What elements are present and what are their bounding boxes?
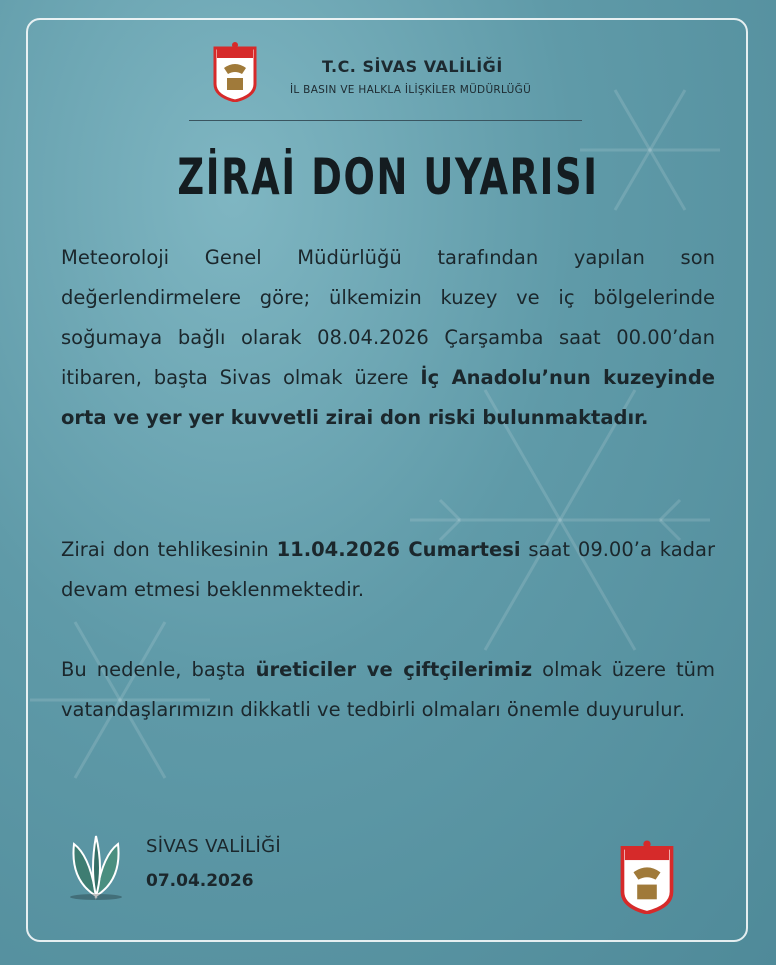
- frosted-leaf-icon: [60, 830, 132, 900]
- paragraph-duration: [61, 530, 715, 610]
- paragraph-emphasis: üreticiler ve çiftçilerimiz: [255, 658, 533, 681]
- paragraph-text: Zirai don tehlikesinin: [61, 538, 277, 561]
- paragraph-emphasis: 11.04.2026 Cumartesi: [276, 538, 521, 561]
- signature-date: 07.04.2026: [146, 871, 254, 891]
- org-title: T.C. SİVAS VALİLİĞİ: [322, 57, 503, 76]
- org-subtitle: İL BASIN VE HALKLA İLİŞKİLER MÜDÜRLÜĞÜ: [290, 84, 532, 96]
- paragraph-text: olmak üzere tüm vatandaşlarımızın dikkatli ve tedbirli olmaları önemle duyurulur.: [61, 658, 715, 721]
- header-divider: [189, 120, 582, 121]
- signature-block: [146, 836, 281, 891]
- paragraph-emphasis: İç Anadolu’nun kuzeyinde orta ve yer yer kuvvetli zirai don riski bulunmaktadır.: [61, 366, 715, 429]
- sivas-governorship-emblem-icon: [618, 838, 676, 914]
- page-title: ZİRAİ DON UYARISI: [177, 148, 599, 206]
- sivas-governorship-emblem-icon: [212, 40, 258, 102]
- paragraph-text: saat 09.00’a kadar devam etmesi beklenmektedir.: [61, 538, 715, 601]
- paragraph-advice: [61, 650, 715, 730]
- paragraph-text: Meteoroloji Genel Müdürlüğü tarafından yapılan son değerlendirmelere göre; ülkemizin kuzey ve iç bölgelerinde soğumaya bağlı olarak 08.04.2026 Çarşamba saat 00.00’dan itibaren, başta Sivas olmak üzere: [61, 246, 715, 389]
- header: [212, 40, 592, 112]
- paragraph-text: Bu nedenle, başta: [61, 658, 256, 681]
- paragraph-forecast: [61, 238, 715, 438]
- signature-name: SİVAS VALİLİĞİ: [146, 836, 281, 857]
